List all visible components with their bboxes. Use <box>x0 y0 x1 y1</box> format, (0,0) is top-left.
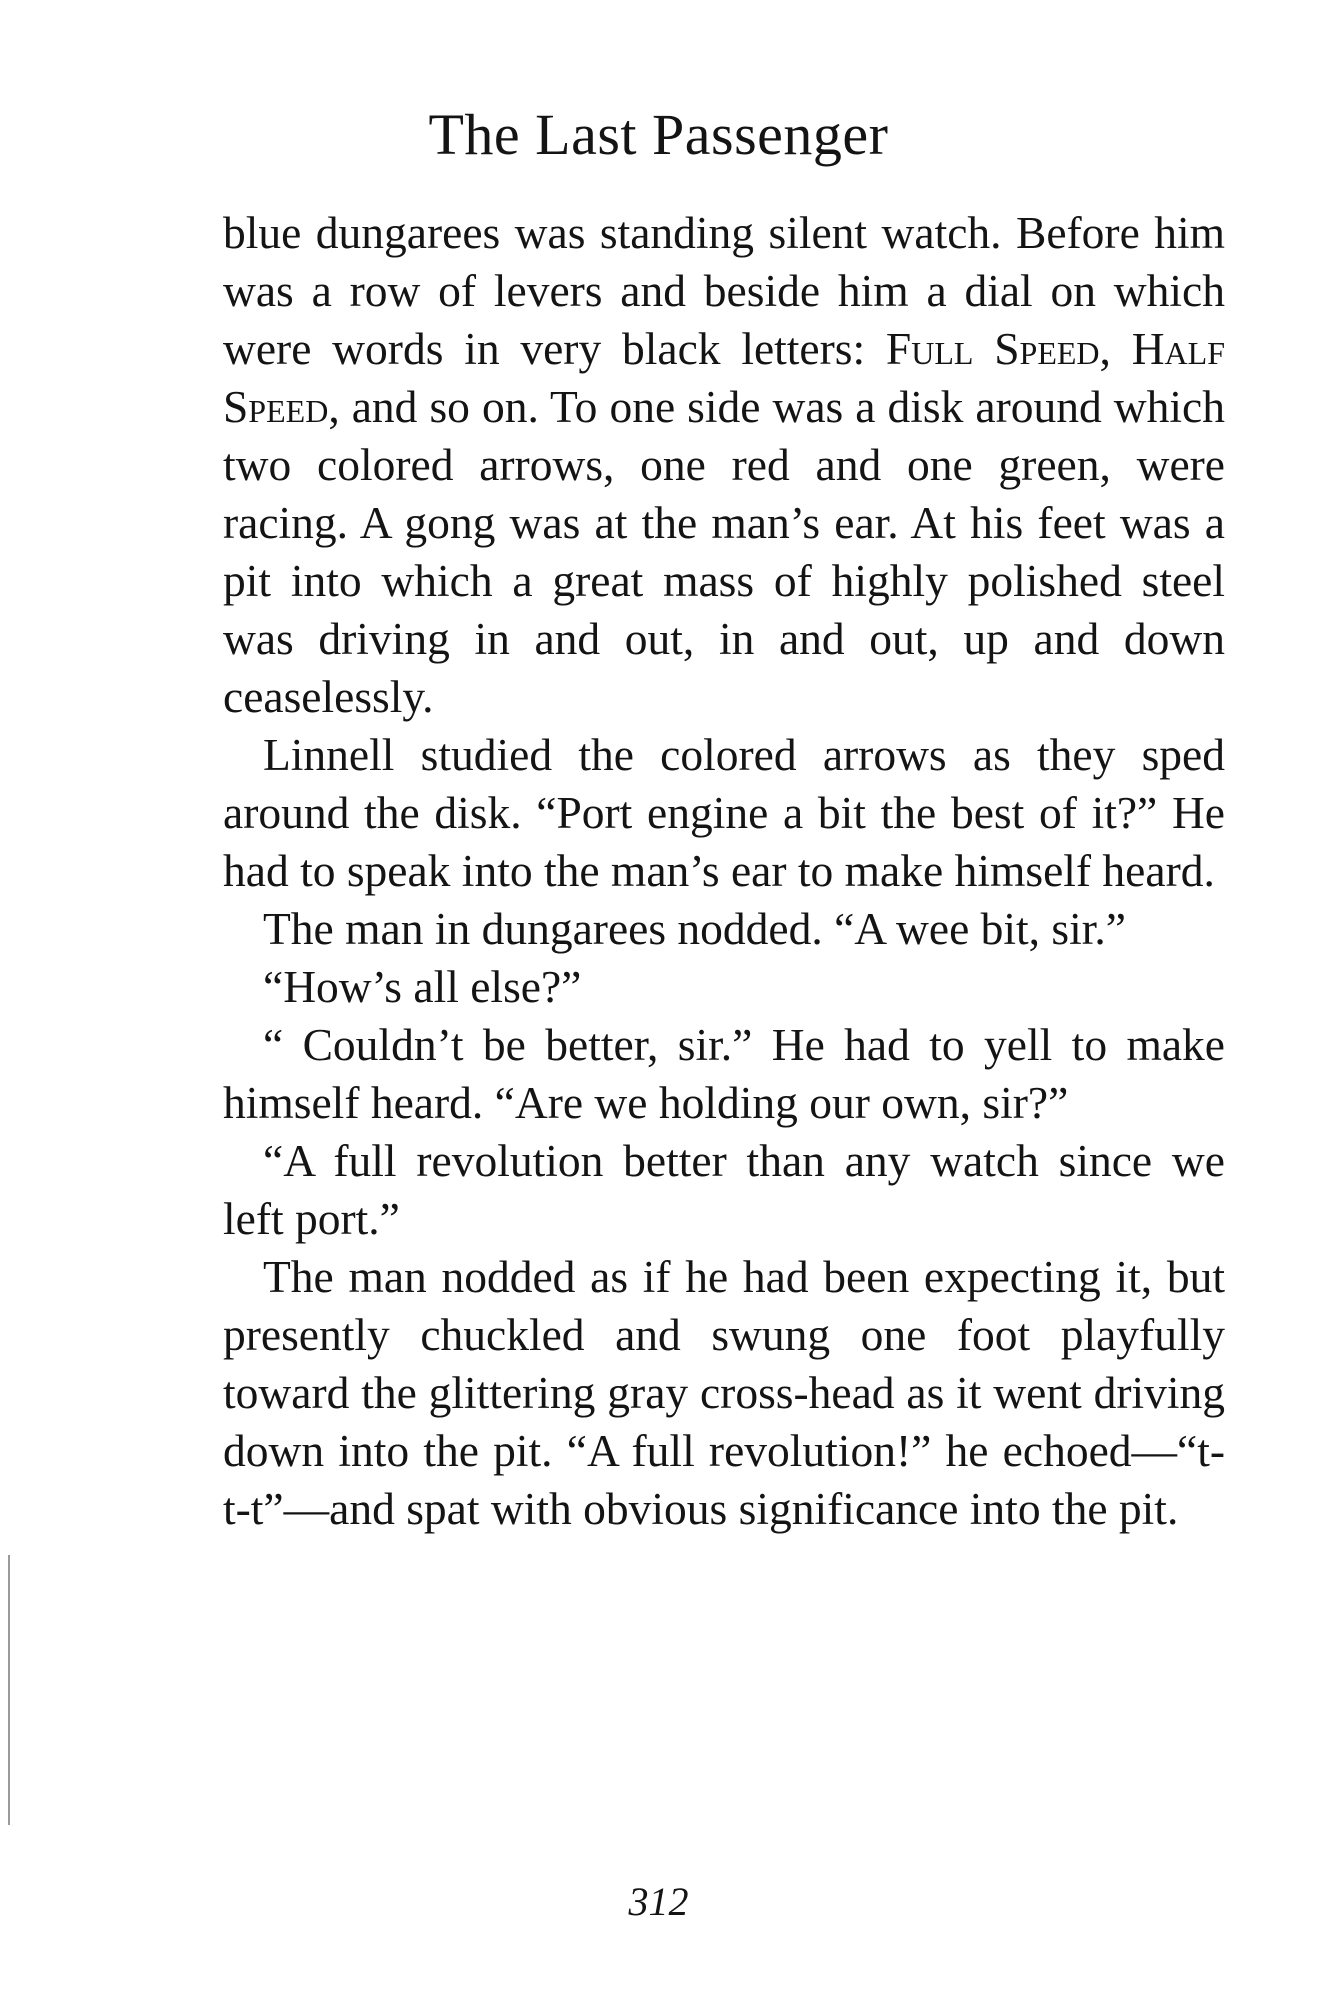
full-speed-label: Full Speed <box>885 323 1100 374</box>
running-head: The Last Passenger <box>428 102 889 167</box>
paragraph-5: “ Couldn’t be better, sir.” He had to yell to make himself heard. “Are we holding our own, sir?” <box>223 1019 1225 1128</box>
half-speed-label: Half Speed <box>223 323 1226 432</box>
paragraph-3: The man in dungarees nodded. “A wee bit, sir.” <box>263 903 1126 954</box>
paragraph-6: “A full revolution better than any watch since we left port.” <box>223 1135 1225 1244</box>
paragraph-1-text-c: , and so on. To one side was a disk around which two colored arrows, one red and one green, were racing. A gong was at the man’s ear. At his feet was a pit into which a great mass of highly polished steel was driving in and out, in and out, up and down ceaselessly. <box>223 381 1225 722</box>
paragraph-2: Linnell studied the colored arrows as they sped around the disk. “Port engine a bit the best of it?” He had to speak into the man’s ear to make himself heard. <box>223 729 1225 896</box>
paragraph-7: The man nodded as if he had been expecting it, but presently chuckled and swung one foot playfully toward the glittering gray cross-head as it went driving down into the pit. “A full revolution!” he echoed—“t-t-t”—and spat with obvious significance into the pit. <box>223 1251 1225 1534</box>
paragraph-1-text-b: , <box>1099 323 1132 374</box>
gutter-scan-edge <box>8 1555 10 1825</box>
paragraph-1 <box>223 204 1225 726</box>
text-block <box>223 204 1225 1538</box>
paragraph-4: “How’s all else?” <box>263 961 582 1012</box>
page-number: 312 <box>628 1879 689 1924</box>
paragraph-1-text-a: blue dungarees was standing silent watch. Before him was a row of levers and beside him a dial on which were words in very black letters: <box>223 207 1225 374</box>
